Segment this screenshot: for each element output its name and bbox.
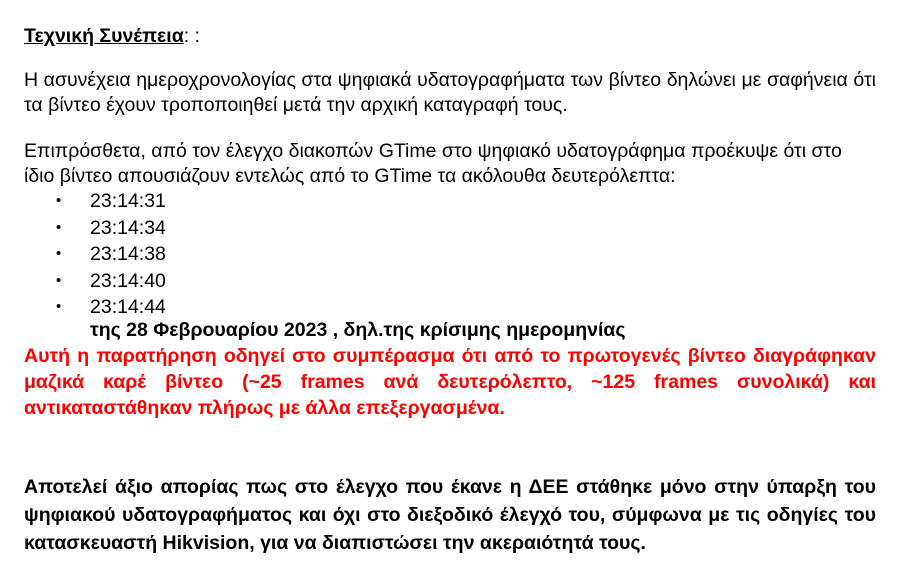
bullet-icon: •: [56, 218, 62, 236]
list-item: [24, 268, 876, 295]
list-item: [24, 294, 876, 321]
document-page: [24, 24, 876, 557]
missing-seconds-list: [24, 188, 876, 321]
date-line: της 28 Φεβρουαρίου 2023 , δηλ.της κρίσιμης ημερομηνίας: [90, 318, 626, 341]
gtime-paragraph: Επιπρόσθετα, από τον έλεγχο διακοπών GTime στο ψηφιακό υδατογράφημα προέκυψε ότι στο ίδιο βίντεο απουσιάζουν εντελώς από το GTime τα ακόλουθα δευτερόλεπτα:: [24, 140, 842, 187]
missing-time: 23:14:40: [90, 269, 166, 292]
missing-time: 23:14:38: [90, 243, 166, 265]
bullet-icon: •: [56, 298, 62, 315]
bullet-icon: •: [56, 192, 62, 209]
bullet-icon: •: [56, 271, 62, 289]
missing-time: 23:14:44: [90, 296, 166, 318]
bullet-icon: •: [56, 245, 62, 262]
list-item: [24, 188, 876, 215]
heading-title: Τεχνική Συνέπεια: [24, 25, 184, 47]
section-heading: [24, 24, 876, 48]
heading-suffix: : :: [183, 25, 200, 47]
final-paragraph: Αποτελεί άξιο απορίας πως στο έλεγχο που έκανε η ΔΕΕ στάθηκε μόνο στην ύπαρξη του ψηφιακού υδατογραφήματος και όχι στο διεξοδικό έλεγχό του, σύμφωνα με τις οδηγίες του κατασκευαστή Hikvision, για να διαπιστώσει την ακεραιότητά τους.: [24, 476, 876, 554]
red-conclusion: Αυτή η παρατήρηση οδηγεί στο συμπέρασμα ότι από το πρωτογενές βίντεο διαγράφηκαν μαζικά καρέ βίντεο (~25 frames ανά δευτερόλεπτο, ~125 frames συνολικά) και αντικαταστάθηκαν πλήρως με άλλα επεξεργασμένα.: [24, 345, 876, 419]
missing-time: 23:14:31: [90, 190, 166, 212]
list-item: [24, 215, 876, 242]
discontinuity-paragraph: Η ασυνέχεια ημεροχρονολογίας στα ψηφιακά υδατογραφήματα των βίντεο δηλώνει με σαφήνεια ότι τα βίντεο έχουν τροποποιηθεί μετά την αρχική καταγραφή τους.: [24, 69, 876, 116]
list-item: [24, 241, 876, 268]
missing-time: 23:14:34: [90, 216, 166, 239]
